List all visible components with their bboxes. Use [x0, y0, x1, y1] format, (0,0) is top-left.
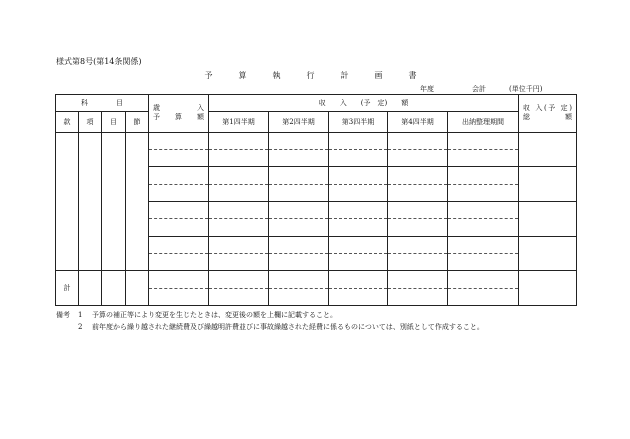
total-cell[interactable]	[519, 132, 577, 167]
table-row	[56, 132, 577, 149]
subject-header: 科 目	[56, 95, 149, 112]
budget-cell[interactable]	[149, 184, 209, 201]
total-cell-moku[interactable]	[102, 271, 126, 306]
quarter-cell[interactable]	[269, 219, 329, 236]
quarter-4-header: 第4四半期	[388, 112, 448, 132]
quarter-cell[interactable]	[388, 254, 448, 271]
budget-cell[interactable]	[149, 150, 209, 167]
account-label: 会計	[472, 85, 486, 93]
quarter-total-cell[interactable]	[269, 288, 329, 305]
quarter-total-cell[interactable]	[448, 271, 519, 288]
quarter-2-header: 第2四半期	[269, 112, 329, 132]
closing-period-header: 出納整理期間	[448, 112, 519, 132]
quarter-cell[interactable]	[209, 132, 269, 149]
subject-cell-moku[interactable]	[102, 132, 126, 271]
quarter-cell[interactable]	[388, 184, 448, 201]
subject-col-kan: 款	[56, 112, 79, 132]
quarter-cell[interactable]	[269, 167, 329, 184]
quarter-cell[interactable]	[209, 254, 269, 271]
total-row-label: 計	[56, 271, 79, 306]
quarter-total-cell[interactable]	[329, 288, 388, 305]
quarter-cell[interactable]	[329, 202, 388, 219]
quarter-cell[interactable]	[388, 219, 448, 236]
quarter-cell[interactable]	[209, 202, 269, 219]
header-row-2	[56, 112, 577, 132]
quarter-cell[interactable]	[448, 219, 519, 236]
budget-total-cell[interactable]	[149, 271, 209, 288]
quarter-cell[interactable]	[269, 132, 329, 149]
budget-cell[interactable]	[149, 236, 209, 253]
subject-col-kou: 項	[79, 112, 102, 132]
quarter-cell[interactable]	[388, 202, 448, 219]
subject-cell-setsu[interactable]	[126, 132, 149, 271]
total-cell[interactable]	[519, 202, 577, 237]
subject-col-setsu: 節	[126, 112, 149, 132]
grand-total-cell[interactable]	[519, 271, 577, 306]
quarter-cell[interactable]	[448, 254, 519, 271]
budget-execution-table	[55, 94, 577, 306]
quarter-cell[interactable]	[269, 236, 329, 253]
quarter-cell[interactable]	[388, 236, 448, 253]
note-text: 前年度から繰り越された継続費及び繰越明許費並びに事故繰越された経費に係るものについては、別紙として作成すること。	[92, 323, 484, 331]
quarter-cell[interactable]	[448, 167, 519, 184]
total-header	[519, 95, 577, 133]
quarter-cell[interactable]	[388, 150, 448, 167]
quarter-cell[interactable]	[209, 150, 269, 167]
quarter-cell[interactable]	[329, 184, 388, 201]
quarter-cell[interactable]	[329, 254, 388, 271]
quarter-cell[interactable]	[329, 132, 388, 149]
note-number: 2	[78, 323, 83, 331]
notes	[56, 309, 484, 333]
note-text: 予算の補正等により変更を生じたときは、変更後の額を上欄に記載すること。	[92, 311, 337, 319]
quarter-cell[interactable]	[209, 236, 269, 253]
document-title: 予 算 執 行 計 画 書	[204, 71, 426, 80]
budget-header-line1: 歳 入	[153, 104, 204, 113]
quarter-cell[interactable]	[269, 184, 329, 201]
quarter-total-cell[interactable]	[388, 271, 448, 288]
income-header: 収 入 (予 定) 額	[209, 95, 519, 112]
quarter-cell[interactable]	[269, 150, 329, 167]
quarter-cell[interactable]	[329, 219, 388, 236]
budget-cell[interactable]	[149, 254, 209, 271]
quarter-total-cell[interactable]	[448, 288, 519, 305]
quarter-cell[interactable]	[448, 132, 519, 149]
total-row	[56, 271, 577, 288]
quarter-cell[interactable]	[209, 167, 269, 184]
subject-cell-kou[interactable]	[79, 132, 102, 271]
header-row-1	[56, 95, 577, 112]
quarter-cell[interactable]	[329, 236, 388, 253]
quarter-total-cell[interactable]	[388, 288, 448, 305]
fiscal-year-label: 年度	[420, 85, 434, 93]
note-item	[56, 309, 484, 321]
quarter-cell[interactable]	[448, 150, 519, 167]
total-cell[interactable]	[519, 167, 577, 202]
budget-cell[interactable]	[149, 219, 209, 236]
quarter-total-cell[interactable]	[209, 271, 269, 288]
notes-label: 備考	[56, 311, 70, 319]
quarter-total-cell[interactable]	[209, 288, 269, 305]
quarter-cell[interactable]	[448, 236, 519, 253]
total-cell[interactable]	[519, 236, 577, 271]
note-item	[56, 321, 484, 333]
form-number: 様式第8号(第14条関係)	[56, 57, 142, 66]
quarter-cell[interactable]	[269, 202, 329, 219]
quarter-cell[interactable]	[209, 184, 269, 201]
total-header-line2: 総 額	[523, 113, 572, 122]
unit-label: (単位千円)	[509, 85, 543, 93]
budget-header-line2: 予 算 額	[153, 113, 204, 122]
quarter-cell[interactable]	[448, 184, 519, 201]
quarter-total-cell[interactable]	[269, 271, 329, 288]
quarter-cell[interactable]	[329, 167, 388, 184]
quarter-cell[interactable]	[388, 167, 448, 184]
quarter-cell[interactable]	[209, 219, 269, 236]
total-cell-kou[interactable]	[79, 271, 102, 306]
budget-header	[149, 95, 209, 133]
budget-cell[interactable]	[149, 167, 209, 184]
quarter-total-cell[interactable]	[329, 271, 388, 288]
budget-total-cell[interactable]	[149, 288, 209, 305]
total-cell-setsu[interactable]	[126, 271, 149, 306]
note-number: 1	[78, 311, 83, 319]
quarter-cell[interactable]	[388, 132, 448, 149]
quarter-cell[interactable]	[448, 202, 519, 219]
quarter-1-header: 第1四半期	[209, 112, 269, 132]
budget-cell[interactable]	[149, 202, 209, 219]
total-header-line1: 収 入(予 定)	[523, 104, 572, 113]
quarter-cell[interactable]	[329, 150, 388, 167]
quarter-cell[interactable]	[269, 254, 329, 271]
subject-col-moku: 目	[102, 112, 126, 132]
quarter-3-header: 第3四半期	[329, 112, 388, 132]
subject-cell-kan[interactable]	[56, 132, 79, 271]
budget-cell[interactable]	[149, 132, 209, 149]
